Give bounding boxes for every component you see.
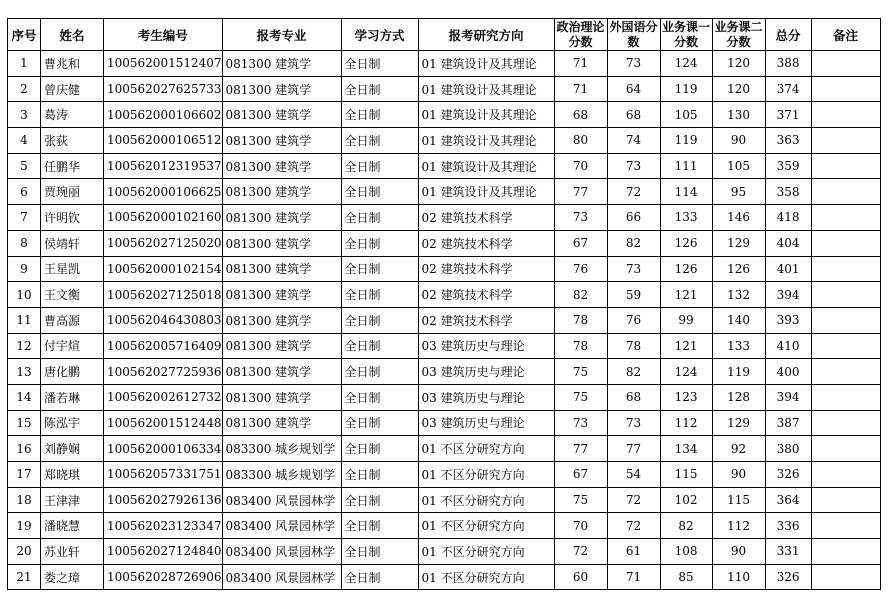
cell-index: 21	[8, 564, 41, 590]
cell-name: 潘若琳	[41, 384, 104, 410]
cell-subject1-score: 115	[660, 462, 712, 488]
cell-subject2-score: 129	[712, 410, 765, 436]
table-row	[8, 282, 881, 308]
cell-study-mode: 全日制	[341, 76, 418, 102]
cell-major: 081300 建筑学	[222, 76, 341, 102]
cell-foreign-language-score: 66	[607, 205, 660, 231]
cell-politics-score: 75	[554, 359, 607, 385]
cell-research-direction: 01 不区分研究方向	[418, 462, 554, 488]
cell-major: 081300 建筑学	[222, 128, 341, 154]
cell-foreign-language-score: 73	[607, 410, 660, 436]
cell-total-score: 388	[765, 51, 811, 77]
cell-major: 081300 建筑学	[222, 410, 341, 436]
cell-total-score: 394	[765, 384, 811, 410]
cell-politics-score: 82	[554, 282, 607, 308]
cell-candidate-id: 100562027124840	[104, 539, 223, 565]
cell-name: 刘静娴	[41, 436, 104, 462]
cell-subject2-score: 119	[712, 359, 765, 385]
header-politics-score: 政治理论分数	[554, 19, 607, 51]
cell-major: 081300 建筑学	[222, 179, 341, 205]
cell-subject2-score: 120	[712, 76, 765, 102]
cell-name: 郑晓琪	[41, 462, 104, 488]
cell-index: 18	[8, 487, 41, 513]
header-name: 姓名	[41, 19, 104, 51]
cell-index: 16	[8, 436, 41, 462]
cell-major: 081300 建筑学	[222, 51, 341, 77]
cell-subject2-score: 129	[712, 230, 765, 256]
cell-study-mode: 全日制	[341, 205, 418, 231]
cell-subject1-score: 108	[660, 539, 712, 565]
cell-subject2-score: 126	[712, 256, 765, 282]
cell-study-mode: 全日制	[341, 564, 418, 590]
cell-name: 娄之璋	[41, 564, 104, 590]
cell-study-mode: 全日制	[341, 513, 418, 539]
cell-study-mode: 全日制	[341, 128, 418, 154]
cell-candidate-id: 100562027926136	[104, 487, 223, 513]
cell-research-direction: 03 建筑历史与理论	[418, 384, 554, 410]
cell-index: 19	[8, 513, 41, 539]
cell-total-score: 418	[765, 205, 811, 231]
cell-foreign-language-score: 78	[607, 333, 660, 359]
cell-major: 083400 风景园林学	[222, 564, 341, 590]
cell-study-mode: 全日制	[341, 153, 418, 179]
header-row	[8, 19, 881, 51]
cell-subject1-score: 99	[660, 307, 712, 333]
cell-candidate-id: 100562027125020	[104, 230, 223, 256]
cell-name: 葛涛	[41, 102, 104, 128]
cell-name: 王星凯	[41, 256, 104, 282]
cell-index: 4	[8, 128, 41, 154]
cell-candidate-id: 100562000102154	[104, 256, 223, 282]
cell-major: 081300 建筑学	[222, 333, 341, 359]
cell-subject1-score: 121	[660, 333, 712, 359]
cell-total-score: 394	[765, 282, 811, 308]
cell-foreign-language-score: 82	[607, 359, 660, 385]
cell-name: 曹兆和	[41, 51, 104, 77]
table-row	[8, 359, 881, 385]
header-major: 报考专业	[222, 19, 341, 51]
cell-total-score: 326	[765, 564, 811, 590]
cell-remarks	[811, 359, 880, 385]
cell-subject1-score: 85	[660, 564, 712, 590]
cell-subject1-score: 105	[660, 102, 712, 128]
cell-politics-score: 73	[554, 205, 607, 231]
cell-total-score: 387	[765, 410, 811, 436]
cell-candidate-id: 100562057331751	[104, 462, 223, 488]
header-candidate-id: 考生编号	[104, 19, 223, 51]
cell-research-direction: 01 不区分研究方向	[418, 487, 554, 513]
cell-subject2-score: 90	[712, 128, 765, 154]
cell-politics-score: 78	[554, 307, 607, 333]
cell-research-direction: 02 建筑技术科学	[418, 307, 554, 333]
cell-subject1-score: 124	[660, 51, 712, 77]
cell-index: 1	[8, 51, 41, 77]
cell-major: 083400 风景园林学	[222, 539, 341, 565]
cell-study-mode: 全日制	[341, 462, 418, 488]
cell-major: 083400 风景园林学	[222, 513, 341, 539]
cell-candidate-id: 100562000106625	[104, 179, 223, 205]
cell-research-direction: 03 建筑历史与理论	[418, 410, 554, 436]
cell-major: 081300 建筑学	[222, 230, 341, 256]
cell-foreign-language-score: 68	[607, 384, 660, 410]
cell-name: 曹高源	[41, 307, 104, 333]
cell-candidate-id: 100562023123347	[104, 513, 223, 539]
cell-subject2-score: 112	[712, 513, 765, 539]
table-row	[8, 256, 881, 282]
cell-total-score: 364	[765, 487, 811, 513]
cell-politics-score: 75	[554, 487, 607, 513]
cell-remarks	[811, 230, 880, 256]
table-row	[8, 462, 881, 488]
cell-remarks	[811, 564, 880, 590]
cell-subject2-score: 90	[712, 462, 765, 488]
cell-candidate-id: 100562005716409	[104, 333, 223, 359]
cell-research-direction: 01 不区分研究方向	[418, 513, 554, 539]
cell-subject1-score: 102	[660, 487, 712, 513]
cell-index: 7	[8, 205, 41, 231]
cell-research-direction: 01 不区分研究方向	[418, 564, 554, 590]
table-row	[8, 230, 881, 256]
cell-name: 王津津	[41, 487, 104, 513]
cell-research-direction: 01 建筑设计及其理论	[418, 102, 554, 128]
cell-index: 10	[8, 282, 41, 308]
cell-politics-score: 77	[554, 436, 607, 462]
cell-remarks	[811, 256, 880, 282]
cell-subject1-score: 134	[660, 436, 712, 462]
cell-research-direction: 01 建筑设计及其理论	[418, 179, 554, 205]
cell-politics-score: 70	[554, 513, 607, 539]
cell-subject2-score: 140	[712, 307, 765, 333]
cell-major: 083300 城乡规划学	[222, 462, 341, 488]
cell-research-direction: 01 建筑设计及其理论	[418, 128, 554, 154]
table-row	[8, 179, 881, 205]
cell-foreign-language-score: 74	[607, 128, 660, 154]
cell-subject1-score: 123	[660, 384, 712, 410]
cell-index: 15	[8, 410, 41, 436]
cell-name: 苏业轩	[41, 539, 104, 565]
cell-total-score: 393	[765, 307, 811, 333]
cell-subject1-score: 126	[660, 230, 712, 256]
cell-subject2-score: 146	[712, 205, 765, 231]
table-row	[8, 513, 881, 539]
cell-foreign-language-score: 72	[607, 179, 660, 205]
cell-study-mode: 全日制	[341, 384, 418, 410]
cell-politics-score: 72	[554, 539, 607, 565]
cell-remarks	[811, 307, 880, 333]
cell-remarks	[811, 102, 880, 128]
cell-research-direction: 02 建筑技术科学	[418, 205, 554, 231]
cell-remarks	[811, 462, 880, 488]
table-row	[8, 205, 881, 231]
cell-foreign-language-score: 82	[607, 230, 660, 256]
cell-name: 贾琬丽	[41, 179, 104, 205]
cell-candidate-id: 100562012319537	[104, 153, 223, 179]
cell-politics-score: 67	[554, 230, 607, 256]
cell-index: 2	[8, 76, 41, 102]
cell-research-direction: 01 建筑设计及其理论	[418, 153, 554, 179]
cell-subject2-score: 105	[712, 153, 765, 179]
cell-remarks	[811, 179, 880, 205]
header-study-mode: 学习方式	[341, 19, 418, 51]
cell-study-mode: 全日制	[341, 282, 418, 308]
cell-candidate-id: 100562027125018	[104, 282, 223, 308]
cell-name: 张荻	[41, 128, 104, 154]
cell-subject2-score: 132	[712, 282, 765, 308]
cell-total-score: 380	[765, 436, 811, 462]
cell-name: 付宇煊	[41, 333, 104, 359]
table-row	[8, 436, 881, 462]
cell-research-direction: 02 建筑技术科学	[418, 230, 554, 256]
cell-subject1-score: 124	[660, 359, 712, 385]
cell-study-mode: 全日制	[341, 359, 418, 385]
cell-foreign-language-score: 77	[607, 436, 660, 462]
cell-study-mode: 全日制	[341, 51, 418, 77]
cell-foreign-language-score: 73	[607, 256, 660, 282]
score-table	[7, 18, 881, 590]
cell-study-mode: 全日制	[341, 410, 418, 436]
table-row	[8, 333, 881, 359]
cell-subject1-score: 112	[660, 410, 712, 436]
cell-total-score: 326	[765, 462, 811, 488]
cell-candidate-id: 100562000106334	[104, 436, 223, 462]
cell-study-mode: 全日制	[341, 102, 418, 128]
cell-study-mode: 全日制	[341, 436, 418, 462]
cell-total-score: 358	[765, 179, 811, 205]
cell-research-direction: 02 建筑技术科学	[418, 256, 554, 282]
cell-major: 081300 建筑学	[222, 384, 341, 410]
cell-total-score: 363	[765, 128, 811, 154]
cell-name: 任鹏华	[41, 153, 104, 179]
table-body	[8, 51, 881, 590]
cell-total-score: 371	[765, 102, 811, 128]
table-row	[8, 410, 881, 436]
cell-remarks	[811, 205, 880, 231]
cell-remarks	[811, 384, 880, 410]
cell-foreign-language-score: 59	[607, 282, 660, 308]
table-row	[8, 384, 881, 410]
cell-candidate-id: 100562001512407	[104, 51, 223, 77]
cell-total-score: 336	[765, 513, 811, 539]
cell-total-score: 401	[765, 256, 811, 282]
cell-subject1-score: 114	[660, 179, 712, 205]
cell-subject2-score: 128	[712, 384, 765, 410]
cell-subject1-score: 133	[660, 205, 712, 231]
cell-index: 9	[8, 256, 41, 282]
cell-subject1-score: 126	[660, 256, 712, 282]
cell-major: 081300 建筑学	[222, 282, 341, 308]
cell-subject2-score: 92	[712, 436, 765, 462]
cell-research-direction: 01 不区分研究方向	[418, 436, 554, 462]
table-row	[8, 307, 881, 333]
cell-research-direction: 02 建筑技术科学	[418, 282, 554, 308]
cell-study-mode: 全日制	[341, 179, 418, 205]
cell-subject2-score: 90	[712, 539, 765, 565]
cell-name: 侯靖轩	[41, 230, 104, 256]
cell-research-direction: 01 不区分研究方向	[418, 539, 554, 565]
cell-candidate-id: 100562002612732	[104, 384, 223, 410]
cell-study-mode: 全日制	[341, 230, 418, 256]
cell-research-direction: 03 建筑历史与理论	[418, 359, 554, 385]
cell-candidate-id: 100562046430803	[104, 307, 223, 333]
cell-study-mode: 全日制	[341, 333, 418, 359]
cell-politics-score: 77	[554, 179, 607, 205]
cell-politics-score: 67	[554, 462, 607, 488]
cell-foreign-language-score: 72	[607, 513, 660, 539]
cell-remarks	[811, 128, 880, 154]
cell-candidate-id: 100562027625733	[104, 76, 223, 102]
cell-major: 083300 城乡规划学	[222, 436, 341, 462]
cell-index: 6	[8, 179, 41, 205]
cell-major: 081300 建筑学	[222, 256, 341, 282]
header-subject1-score: 业务课一分数	[662, 19, 711, 49]
cell-major: 081300 建筑学	[222, 307, 341, 333]
table-row	[8, 76, 881, 102]
cell-candidate-id: 100562027725936	[104, 359, 223, 385]
cell-candidate-id: 100562000106602	[104, 102, 223, 128]
cell-name: 王文衡	[41, 282, 104, 308]
cell-candidate-id: 100562000102160	[104, 205, 223, 231]
cell-foreign-language-score: 64	[607, 76, 660, 102]
cell-foreign-language-score: 72	[607, 487, 660, 513]
cell-study-mode: 全日制	[341, 487, 418, 513]
cell-study-mode: 全日制	[341, 256, 418, 282]
cell-foreign-language-score: 68	[607, 102, 660, 128]
cell-research-direction: 03 建筑历史与理论	[418, 333, 554, 359]
cell-total-score: 410	[765, 333, 811, 359]
cell-foreign-language-score: 73	[607, 153, 660, 179]
cell-total-score: 359	[765, 153, 811, 179]
header-total-score: 总分	[765, 19, 811, 51]
cell-major: 081300 建筑学	[222, 359, 341, 385]
cell-index: 5	[8, 153, 41, 179]
cell-study-mode: 全日制	[341, 539, 418, 565]
cell-remarks	[811, 51, 880, 77]
cell-total-score: 331	[765, 539, 811, 565]
cell-subject1-score: 119	[660, 128, 712, 154]
cell-index: 14	[8, 384, 41, 410]
cell-politics-score: 60	[554, 564, 607, 590]
cell-major: 081300 建筑学	[222, 153, 341, 179]
cell-politics-score: 70	[554, 153, 607, 179]
cell-subject2-score: 133	[712, 333, 765, 359]
cell-research-direction: 01 建筑设计及其理论	[418, 51, 554, 77]
cell-total-score: 404	[765, 230, 811, 256]
cell-subject1-score: 111	[660, 153, 712, 179]
header-research-direction: 报考研究方向	[418, 19, 554, 51]
cell-politics-score: 75	[554, 384, 607, 410]
cell-name: 曾庆健	[41, 76, 104, 102]
table-row	[8, 539, 881, 565]
cell-name: 陈泓宇	[41, 410, 104, 436]
cell-remarks	[811, 282, 880, 308]
cell-foreign-language-score: 73	[607, 51, 660, 77]
cell-index: 20	[8, 539, 41, 565]
cell-total-score: 374	[765, 76, 811, 102]
header-foreign-language-score: 外国语分数	[607, 19, 660, 51]
cell-subject2-score: 130	[712, 102, 765, 128]
cell-remarks	[811, 487, 880, 513]
cell-foreign-language-score: 71	[607, 564, 660, 590]
cell-candidate-id: 100562028726906	[104, 564, 223, 590]
cell-major: 083400 风景园林学	[222, 487, 341, 513]
cell-subject2-score: 95	[712, 179, 765, 205]
cell-subject1-score: 121	[660, 282, 712, 308]
cell-total-score: 400	[765, 359, 811, 385]
cell-politics-score: 71	[554, 76, 607, 102]
cell-name: 唐化鹏	[41, 359, 104, 385]
cell-remarks	[811, 436, 880, 462]
cell-subject2-score: 120	[712, 51, 765, 77]
cell-politics-score: 76	[554, 256, 607, 282]
cell-index: 3	[8, 102, 41, 128]
cell-subject1-score: 82	[660, 513, 712, 539]
cell-subject1-score: 119	[660, 76, 712, 102]
cell-remarks	[811, 513, 880, 539]
table-row	[8, 51, 881, 77]
cell-candidate-id: 100562000106512	[104, 128, 223, 154]
header-remarks: 备注	[811, 19, 880, 51]
cell-politics-score: 71	[554, 51, 607, 77]
cell-index: 12	[8, 333, 41, 359]
cell-name: 许明钦	[41, 205, 104, 231]
cell-major: 081300 建筑学	[222, 102, 341, 128]
cell-foreign-language-score: 61	[607, 539, 660, 565]
cell-remarks	[811, 333, 880, 359]
cell-politics-score: 78	[554, 333, 607, 359]
cell-study-mode: 全日制	[341, 307, 418, 333]
cell-candidate-id: 100562001512448	[104, 410, 223, 436]
table-row	[8, 153, 881, 179]
header-index: 序号	[8, 19, 41, 51]
cell-remarks	[811, 76, 880, 102]
cell-major: 081300 建筑学	[222, 205, 341, 231]
cell-subject2-score: 115	[712, 487, 765, 513]
cell-name: 潘晓慧	[41, 513, 104, 539]
cell-research-direction: 01 建筑设计及其理论	[418, 76, 554, 102]
cell-index: 11	[8, 307, 41, 333]
cell-politics-score: 80	[554, 128, 607, 154]
cell-politics-score: 68	[554, 102, 607, 128]
cell-subject2-score: 110	[712, 564, 765, 590]
table-row	[8, 564, 881, 590]
cell-politics-score: 73	[554, 410, 607, 436]
cell-foreign-language-score: 54	[607, 462, 660, 488]
cell-remarks	[811, 539, 880, 565]
cell-foreign-language-score: 76	[607, 307, 660, 333]
cell-remarks	[811, 153, 880, 179]
cell-index: 17	[8, 462, 41, 488]
header-subject2-score: 业务课二分数	[712, 19, 765, 51]
cell-index: 13	[8, 359, 41, 385]
table-row	[8, 128, 881, 154]
cell-index: 8	[8, 230, 41, 256]
table-row	[8, 102, 881, 128]
cell-remarks	[811, 410, 880, 436]
table-row	[8, 487, 881, 513]
